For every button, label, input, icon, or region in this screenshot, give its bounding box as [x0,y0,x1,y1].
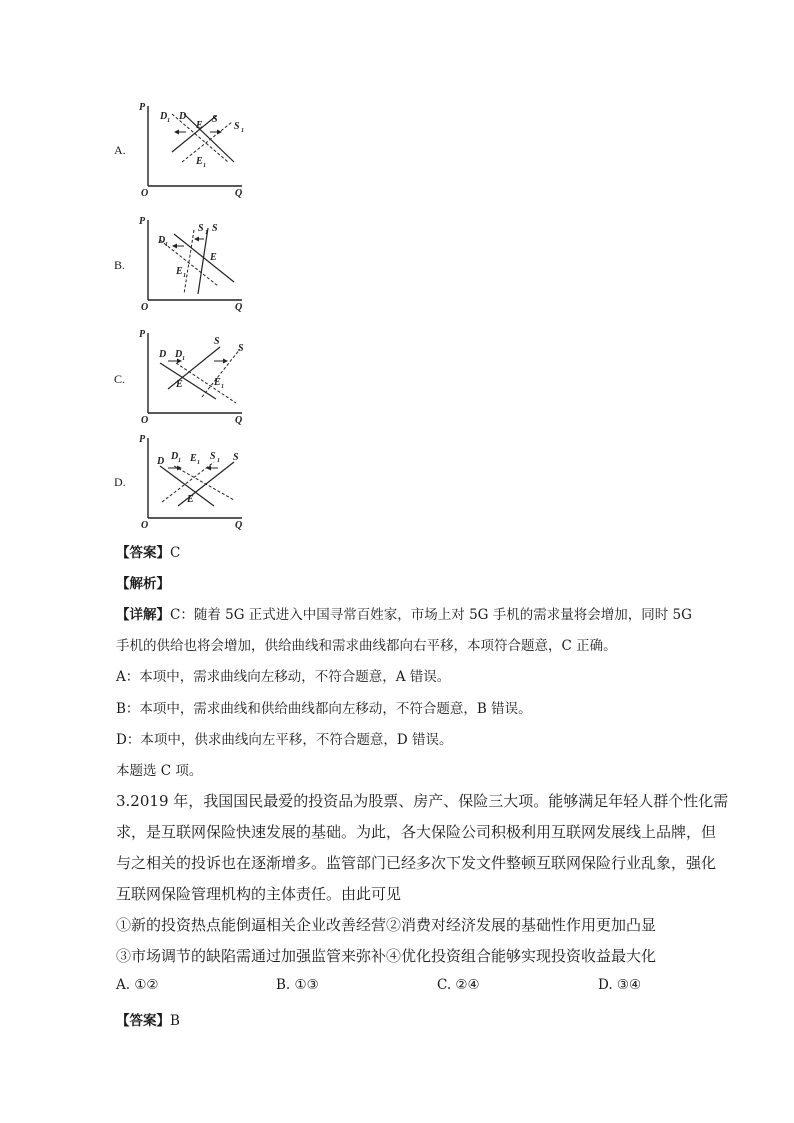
detail-text-1: C：随着 5G 正式进入中国寻常百姓家，市场上对 5G 手机的需求量将会增加，同时 5G [170,607,692,623]
d1-label: D [158,235,166,246]
e1-label: E [176,266,183,277]
d1-label: D [160,111,168,122]
choice-c: C. ②④ [437,977,480,993]
answer-value: C [170,545,181,561]
question3-line-4: 互联网保险管理机构的主体责任。由此可见 [116,885,402,903]
q-label: Q [235,188,243,199]
e1-label: E [190,453,197,464]
origin-label: O [141,188,149,199]
q-label: Q [235,302,243,313]
s1-label: S [210,451,216,462]
question3-line-2: 求，是互联网保险快速发展的基础。为此，各大保险公司积极利用互联网发展线上品牌，但 [116,823,717,841]
e-label: E [187,494,194,505]
detail-line-b: B：本项中，需求曲线和供给曲线都向左移动，不符合题意，B 错误。 [116,701,532,717]
answer3-line [116,1009,180,1029]
graph-a [138,100,250,200]
supply-curve-s1 [184,230,194,294]
p-label: P [139,102,146,113]
answer-tag: 【答案】 [116,545,170,561]
origin-label: O [141,520,149,531]
s-label: S [233,452,239,463]
choice-b: B. ①③ [276,977,319,993]
option-a-label: A. [114,143,126,157]
demand-curve-d1 [176,363,236,403]
supply-curve-s1 [182,122,232,162]
e-label: E [176,379,183,390]
d-label: D [157,456,165,467]
d1-sub: 1 [178,458,181,464]
answer-line [116,541,180,561]
s1-sub: 1 [205,230,208,236]
e1-sub: 1 [203,163,206,169]
d1-sub: 1 [165,242,168,248]
s1-label: S [238,343,244,354]
origin-label: O [141,415,149,426]
p-label: P [139,216,146,227]
d1-sub: 1 [167,118,170,124]
detail-line-1 [116,603,692,623]
e1-sub: 1 [183,273,186,279]
d-label: D [159,349,167,360]
graph-c [138,327,250,427]
q-label: Q [235,520,243,531]
supply-curve-s [198,228,208,294]
graph-d [138,432,250,532]
d1-label: D [175,349,183,360]
graph-b [138,214,250,314]
choices-row [0,977,794,997]
question3-line-3: 与之相关的投诉也在逐渐增多。监管部门已经多次下发文件整顿互联网保险行业乱象，强化 [116,854,717,872]
question3-line-1: 3.2019 年，我国国民最爱的投资品为股票、房产、保险三大项。能够满足年轻人群个性化需 [116,792,729,810]
s1-sub: 1 [241,128,244,134]
option-d-label: D. [114,475,126,489]
e1-sub: 1 [197,460,200,466]
e1-label: E [214,377,221,388]
d1-label: D [171,451,179,462]
p-label: P [139,434,146,445]
s-label: S [212,114,218,125]
e1-sub: 1 [221,384,224,390]
e1-label: E [196,156,203,167]
detail-tag: 【详解】 [116,607,170,623]
s-label: S [214,336,220,347]
conclusion-line: 本题选 C 项。 [116,763,203,779]
demand-curve-d [160,363,216,399]
choice-a: A. ①② [116,977,159,993]
origin-label: O [141,302,149,313]
option-b-label: B. [114,258,126,272]
q-label: Q [235,415,243,426]
s1-sub: 1 [217,458,220,464]
e-label: E [196,120,203,131]
option-c-label: C. [114,372,126,386]
statement-line-2: ③市场调节的缺陷需通过加强监管来弥补④优化投资组合能够实现投资收益最大化 [116,947,657,965]
d-label: D [179,111,187,122]
s1-label: S [198,223,204,234]
answer3-tag: 【答案】 [116,1013,170,1029]
p-label: P [139,329,146,340]
e-label: E [210,252,217,263]
s-label: S [212,223,218,234]
detail-line-d: D：本项中，供求曲线向左平移，不符合题意，D 错误。 [116,732,453,748]
choice-d: D. ③④ [598,977,642,993]
statement-line-1: ①新的投资热点能倒逼相关企业改善经营②消费对经济发展的基础性作用更加凸显 [116,916,657,934]
s1-label: S [234,121,240,132]
detail-line-a: A：本项中，需求曲线向左移动，不符合题意，A 错误。 [116,669,451,685]
d1-sub: 1 [182,356,185,362]
detail-line-2: 手机的供给也将会增加，供给曲线和需求曲线都向右平移，本项符合题意，C 正确。 [116,638,617,654]
analysis-tag: 【解析】 [116,576,170,592]
answer3-value: B [170,1013,180,1029]
